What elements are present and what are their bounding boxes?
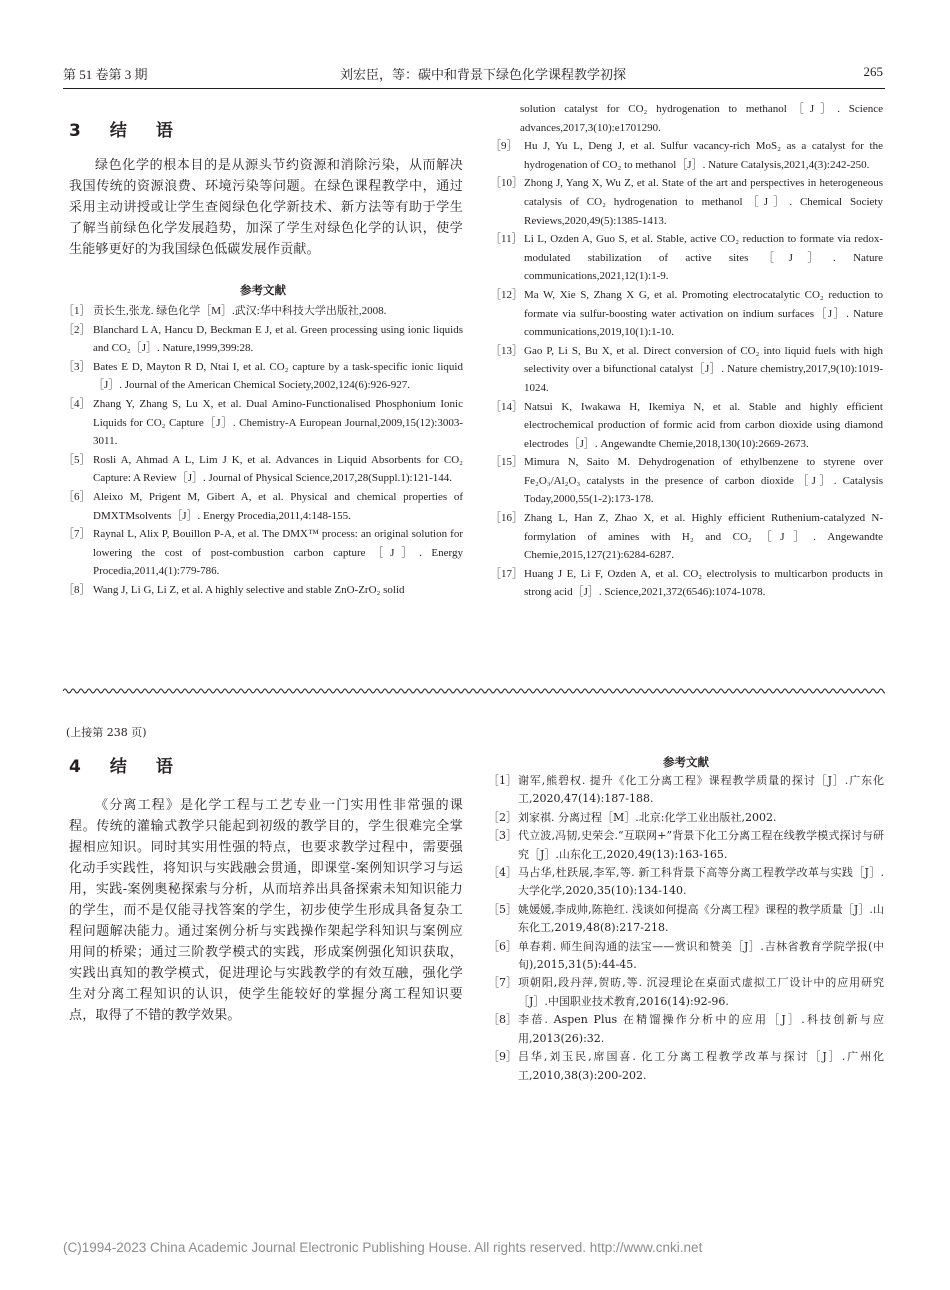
journal-issue: 第 51 卷第 3 期 <box>63 67 148 82</box>
reference-item: ［2］ 刘家祺. 分离过程［M］.北京:化学工业出版社,2002. <box>488 810 777 824</box>
reference-item: ［2］ Blanchard L A, Hancu D, Beckman E J, et al. Green processing using ionic liquids and CO₂［J］. Nature,1999,399:28. <box>63 323 463 355</box>
top-right-column <box>490 100 883 602</box>
reference-item: ［8］ Wang J, Li G, Li Z, et al. A highly selective and stable ZnO-ZrO₂ solid <box>63 583 405 596</box>
reference-item: ［11］ Li L, Ozden A, Guo S, et al. Stable, active CO₂ reduction to formate via redox-modulated stabilization of active sites［J］. Nature communications,2021,12(1):1-9. <box>490 233 883 283</box>
reference-item: ［4］ Zhang Y, Zhang S, Lu X, et al. Dual Amino-Functionalised Phosphonium Ionic Liquids for CO₂ Capture［J］. Chemistry-A European Journal,2009,15(12):3003-3011. <box>63 397 463 448</box>
references-list-top-left <box>63 302 463 600</box>
header-rule <box>63 88 885 89</box>
reference-item: ［6］ Aleixo M, Prigent M, Gibert A, et al. Physical and chemical properties of DMXTMsolvents［J］. Energy Procedia,2011,4:148-155. <box>63 490 463 522</box>
reference-item: ［4］ 马占华,杜跃展,李军,等. 新工科背景下高等分离工程教学改革与实践［J］.大学化学,2020,35(10):134-140. <box>488 866 884 898</box>
wavy-divider <box>63 686 885 696</box>
reference-item: ［14］ Natsui K, Iwakawa H, Ikemiya N, et al. Stable and highly efficient electrochemical production of formic acid from carbon dioxide using diamond electrodes［J］. Angewandte Chemie,2018,130(10):2669-2673. <box>490 400 883 450</box>
reference-item: ［1］ 贡长生,张龙. 绿色化学［M］.武汉:华中科技大学出版社,2008. <box>63 305 387 317</box>
reference-item: ［5］ Rosli A, Ahmad A L, Lim J K, et al. Advances in Liquid Absorbents for CO₂ Capture: A Review［J］. Journal of Physical Science,2017,28(Suppl.1):121-144. <box>63 453 463 485</box>
bottom-left-column <box>63 752 463 1026</box>
reference-item: ［16］ Zhang L, Han Z, Zhao X, et al. Highly efficient Ruthenium-catalyzed N-formylation of amines with H₂ and CO₂［J］. Angewandte Chemie,2015,127(21):6284-6287. <box>490 512 883 562</box>
copyright-footer: (C)1994-2023 China Academic Journal Electronic Publishing House. All rights reserved. http://www.cnki.net <box>63 1240 703 1255</box>
references-title-bottom: 参考文献 <box>663 755 709 769</box>
reference-item: ［17］ Huang J E, Li F, Ozden A, et al. CO₂ electrolysis to multicarbon products in strong acid［J］. Science,2021,372(6546):1074-1078. <box>490 567 883 599</box>
conclusion-paragraph-4: 《分离工程》是化学工程与工艺专业一门实用性非常强的课程。传统的灌输式教学只能起到初级的教学目的，学生很难完全掌握相应知识。同时其实用性强的特点，也要求教学过程中，需要强化动手实践性，将知识与实践融会贯通，即课堂-案例知识学习与运用，实践-案例奥秘探索与分析，从而培养出具备探索未知知识能力的学生，而不是仅能寻找答案的学生，初步使学生形成具备复杂工程问题解决能力。通过案例分析与实践操作架起学科知识与案例应用间的桥梁；通过三阶教学模式的实践，形成案例强化知识获取，实践出真知的教学模式，促进理论与实践教学的有效互融，强化学生对分离工程知识的认识，使学生能较好的掌握分离工程知识要点，取得了不错的教学效果。 <box>69 798 463 1023</box>
reference-item: ［3］ 代立波,冯韧,史荣会.“互联网+”背景下化工分离工程在线教学模式探讨与研究［J］.山东化工,2020,49(13):163-165. <box>488 829 884 861</box>
section-title-4: 4 结 语 <box>69 757 179 777</box>
reference-item: ［15］ Mimura N, Saito M. Dehydrogenation of ethylbenzene to styrene over Fe₂O₃/Al₂O₃ catalysts in the presence of carbon dioxide［J］. Catalysis Today,2000,55(1-2):173-178. <box>490 456 883 506</box>
section-title-3: 3 结 语 <box>69 121 179 141</box>
continued-note: (上接第 238 页) <box>66 726 147 739</box>
reference-item: ［8］ 李蓓. Aspen Plus 在精馏操作分析中的应用［J］.科技创新与应用,2013(26):32. <box>488 1013 884 1045</box>
running-title: 刘宏臣，等：碳中和背景下绿色化学课程教学初探 <box>340 67 627 82</box>
conclusion-paragraph-3: 绿色化学的根本目的是从源头节约资源和消除污染，从而解决我国传统的资源浪费、环境污染等问题。在绿色课程教学中，通过采用主动讲授或让学生查阅绿色化学新技术、新方法等有助于学生了解当前绿色化学发展趋势，加深了学生对绿色化学的认识，使学生能够更好的为我国绿色低碳发展作贡献。 <box>69 158 463 257</box>
reference-item: ［6］ 单春莉. 师生间沟通的法宝——赏识和赞美［J］.吉林省教育学院学报(中旬),2015,31(5):44-45. <box>488 939 884 972</box>
reference-continuation: solution catalyst for CO₂ hydrogenation to methanol［J］. Science advances,2017,3(10):e1701290. <box>520 103 883 134</box>
reference-item: ［7］ Raynal L, Alix P, Bouillon P-A, et al. The DMX™ process: an original solution for lowering the cost of post-combustion carbon capture［J］. Energy Procedia,2011,4(1):779-786. <box>63 528 463 578</box>
top-left-column <box>63 98 463 600</box>
reference-item: ［13］ Gao P, Li S, Bu X, et al. Direct conversion of CO₂ into liquid fuels with high selectivity over a bifunctional catalyst［J］. Nature chemistry,2017,9(10):1019-1024. <box>490 344 883 394</box>
reference-item: ［10］ Zhong J, Yang X, Wu Z, et al. State of the art and perspectives in heterogeneous catalysis of CO₂ hydrogenation to methanol［J］. Chemical Society Reviews,2020,49(5):1385-1413. <box>490 177 883 227</box>
reference-item: ［3］ Bates E D, Mayton R D, Ntai I, et al. CO₂ capture by a task-specific ionic liquid［J］. Journal of the American Chemical Society,2002,124(6):926-927. <box>63 360 463 392</box>
reference-item: ［12］ Ma W, Xie S, Zhang X G, et al. Promoting electrocatalytic CO₂ reduction to formate via sulfur-boosting water activation on indium surfaces［J］. Nature communications,2019,10(1):1-10. <box>490 288 883 339</box>
references-title-top: 参考文献 <box>240 283 286 297</box>
reference-item: ［9］ 吕华,刘玉民,席国喜. 化工分离工程教学改革与探讨［J］.广州化工,2010,38(3):200-202. <box>488 1050 884 1082</box>
reference-item: ［5］ 姚媛媛,李成帅,陈艳红. 浅谈如何提高《分离工程》课程的教学质量［J］.山东化工,2019,48(8):217-218. <box>488 902 884 935</box>
reference-item: ［1］ 谢军,熊碧权. 提升《化工分离工程》课程教学质量的探讨［J］.广东化工,2020,47(14):187-188. <box>488 774 884 806</box>
reference-item: ［7］ 项朝阳,段丹萍,贺昉,等. 沉浸理论在桌面式虚拟工厂设计中的应用研究［J］.中国职业技术教育,2016(14):92-96. <box>488 976 884 1008</box>
reference-item: ［9］ Hu J, Yu L, Deng J, et al. Sulfur vacancy-rich MoS₂ as a catalyst for the hydrogenation of CO₂ to methanol［J］. Nature Catalysis,2021,4(3):242-250. <box>490 140 883 171</box>
bottom-right-column <box>488 754 884 1085</box>
page-number: 265 <box>863 64 883 79</box>
